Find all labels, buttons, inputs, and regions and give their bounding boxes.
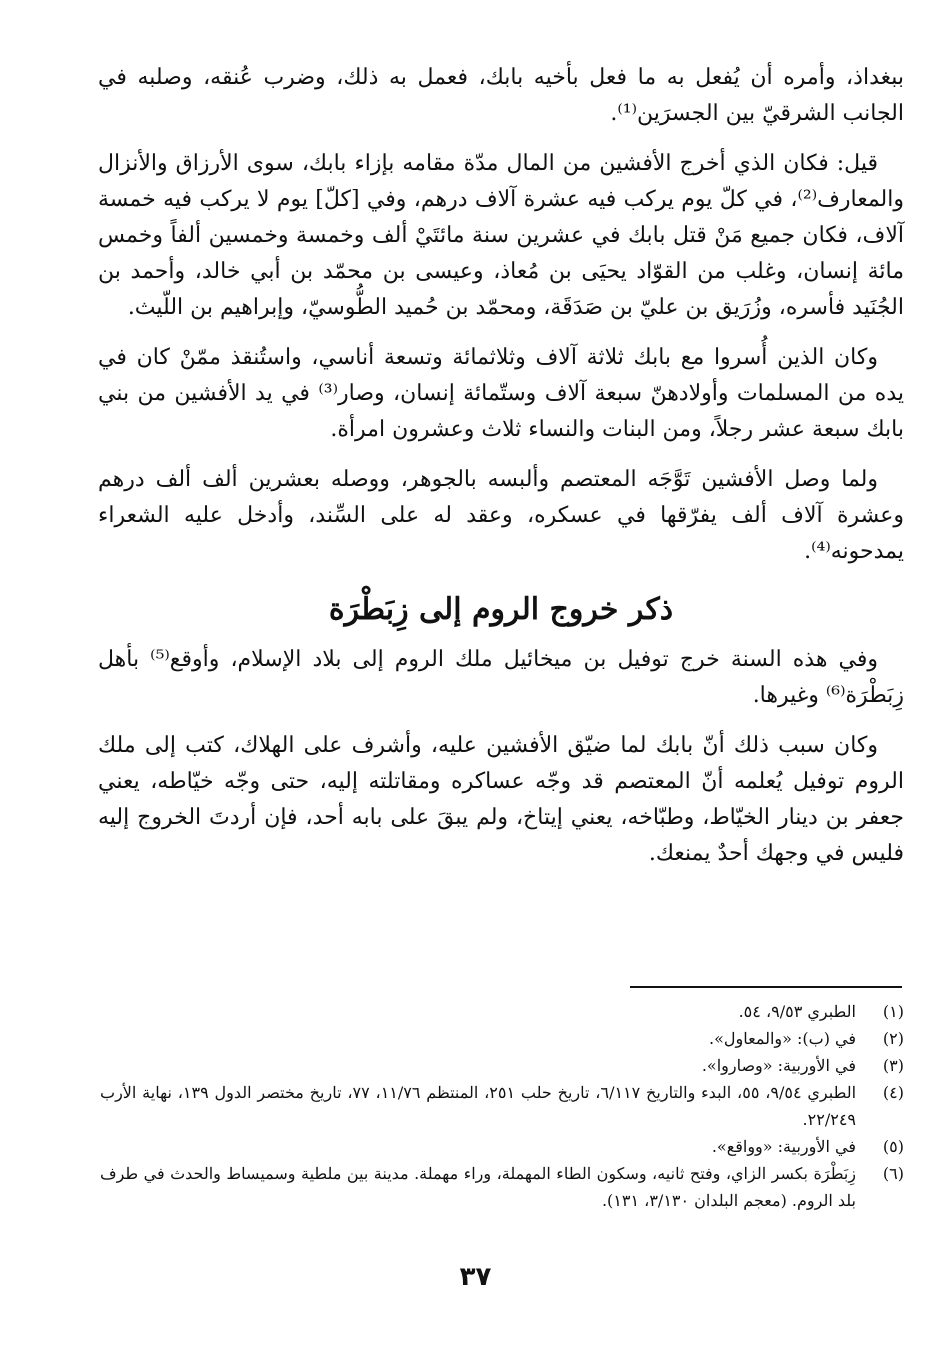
footnote-3	[100, 1052, 904, 1079]
footnote-6	[100, 1160, 904, 1214]
page-body	[98, 60, 904, 886]
footnote-number: (٣)	[882, 1056, 904, 1075]
footnote-2	[100, 1025, 904, 1052]
footnote-divider	[630, 986, 902, 988]
section-heading: ذكر خروج الروم إلى زِبَطْرَة	[328, 592, 674, 627]
paragraph-6: وكان سبب ذلك أنّ بابك لما ضيّق الأفشين عليه، وأشرف على الهلاك، كتب إلى ملك الروم توفيل يُعلمه أنّ المعتصم قد وجّه عساكره ومقاتلته إليه، حتى وجّه خيّاطه، يعني جعفر بن دينار الخيّاط، وطبّاخه، يعني إيتاخ، ولم يبقَ على بابه أحد، فإن أردتَ الخروج إليه فليس في وجهك أحدٌ يمنعك.	[98, 733, 904, 866]
paragraph-3: وكان الذين أُسروا مع بابك ثلاثة آلاف وثلاثمائة وتسعة أناسي، واستُنقذ ممّنْ كان في يده من المسلمات وأولادهنّ سبعة آلاف وستّمائة إنسان، وصار⁽³⁾ في يد الأفشين من بني بابك سبعة عشر رجلاً، ومن البنات والنساء ثلاث وعشرون امرأة.	[98, 345, 905, 442]
footnote-text: في (ب): «والمعاول».	[709, 1029, 856, 1048]
footnote-number: (٥)	[882, 1137, 904, 1156]
page-number: ٣٧	[459, 1262, 492, 1292]
footnote-text: الطبري ٩/٥٣، ٥٤.	[738, 1002, 856, 1021]
footnote-text: في الأوربية: «وصاروا».	[701, 1056, 856, 1075]
paragraph-2: قيل: فكان الذي أخرج الأفشين من المال مدّة مقامه بإزاء بابك، سوى الأرزاق والأنزال والمعارف⁽²⁾، في كلّ يوم يركب فيه عشرة آلاف درهم، وفي [كلّ] يوم لا يركب فيه خمسة آلاف، فكان جميع مَنْ قتل بابك في عشرين سنة مائتَيْ ألف وخمسة وخمسين ألفاً وخمس مائة إنسان، وغلب من القوّاد يحيَى بن مُعاذ، وعيسى بن محمّد بن أبي خالد، وأحمد بن الجُنَيد فأسره، وزُرَيق بن عليّ بن صَدَقَة، ومحمّد بن حُميد الطُّوسيّ، وإبراهيم بن اللّيث.	[98, 151, 904, 320]
footnotes	[100, 998, 904, 1214]
footnote-text: في الأوربية: «وواقع».	[711, 1137, 856, 1156]
paragraph-4: ولما وصل الأفشين تَوَّجَه المعتصم وألبسه بالجوهر، ووصله بعشرين ألف ألف درهم وعشرة آلاف ألف يفرّقها في عسكره، وعقد له على السِّند، وأدخل عليه الشعراء يمدحونه⁽⁴⁾.	[98, 467, 904, 564]
footnote-1	[100, 998, 904, 1025]
footnote-number: (١)	[882, 1002, 904, 1021]
footnote-number: (٦)	[882, 1164, 904, 1183]
footnote-text: الطبري ٩/٥٤، ٥٥، البدء والتاريخ ٦/١١٧، تاريخ حلب ٢٥١، المنتظم ١١/٧٦، ٧٧، تاريخ مختصر الدول ١٣٩، نهاية الأرب ٢٢/٢٤٩.	[100, 1083, 857, 1129]
footnote-number: (٢)	[882, 1029, 904, 1048]
paragraph-5: وفي هذه السنة خرج توفيل بن ميخائيل ملك الروم إلى بلاد الإسلام، وأوقع⁽⁵⁾ بأهل زِبَطْرَة⁽⁶⁾ وغيرها.	[98, 647, 904, 708]
footnote-number: (٤)	[882, 1083, 904, 1102]
footnote-5	[100, 1133, 904, 1160]
paragraph-1: ببغداذ، وأمره أن يُفعل به ما فعل بأخيه بابك، فعمل به ذلك، وضرب عُنقه، وصلبه في الجانب الشرقيّ بين الجسرَين⁽¹⁾.	[98, 65, 904, 126]
footnote-4	[100, 1079, 904, 1133]
footnote-text: زِبَطْرَة بكسر الزاي، وفتح ثانيه، وسكون الطاء المهملة، وراء مهملة. مدينة بين ملطية وسميساط والحدث في طرف بلد الروم. (معجم البلدان ٣/١٣٠، ١٣١).	[100, 1164, 856, 1210]
